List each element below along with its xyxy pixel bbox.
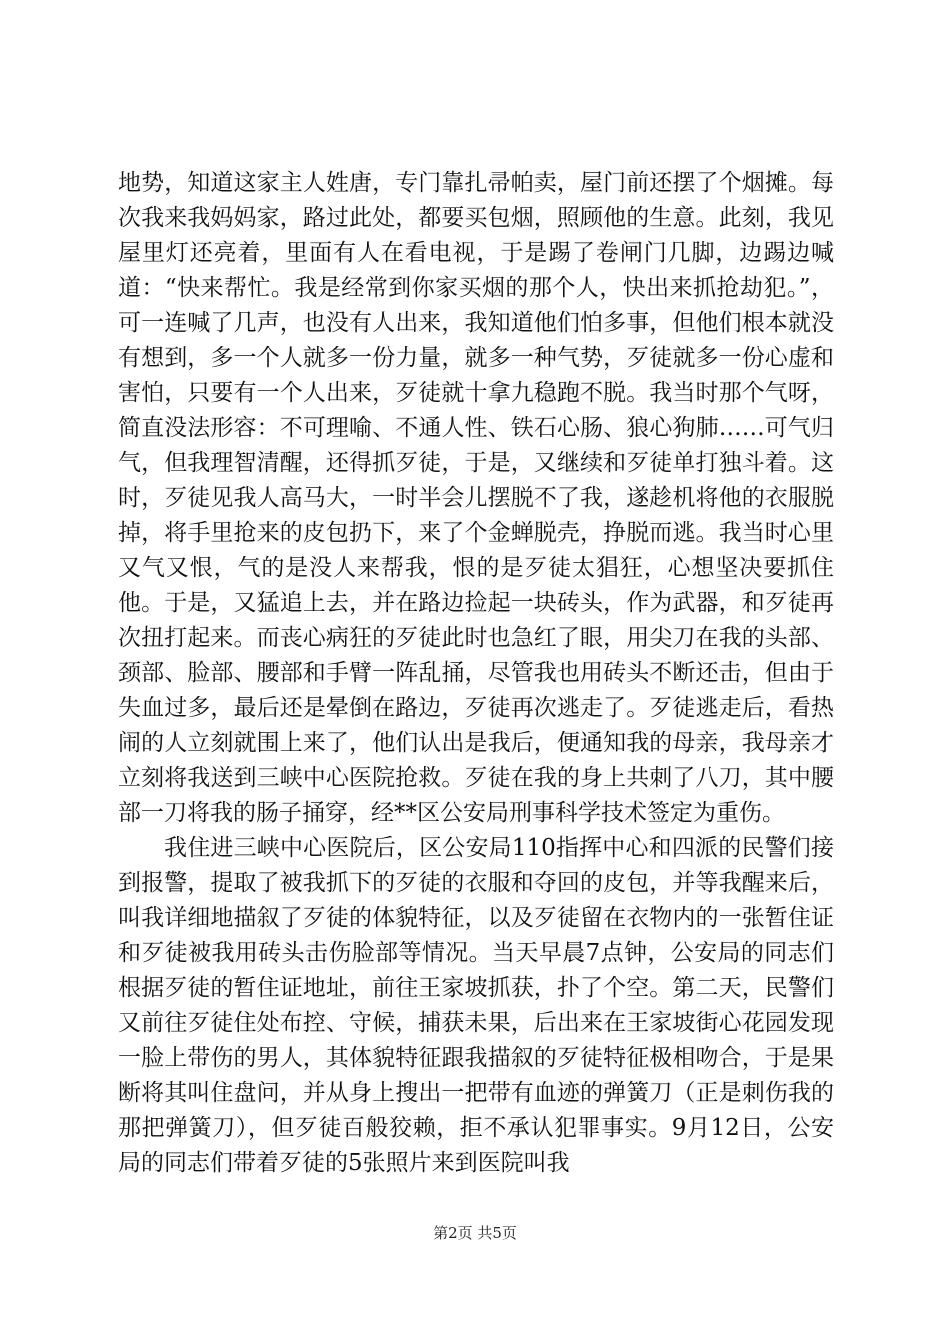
document-body [118, 166, 834, 1181]
page-number-footer: 第2页 共5页 [433, 1224, 517, 1242]
paragraph-2: 我住进三峡中心医院后，区公安局110指挥中心和四派的民警们接到报警，提取了被我抓下的歹徒的衣服和夺回的皮包，并等我醒来后，叫我详细地描叙了歹徒的体貌特征，以及歹徒留在衣物内的一张暂住证和歹徒被我用砖头击伤脸部等情况。当天早晨7点钟，公安局的同志们根据歹徒的暂住证地址，前往王家坡抓获，扑了个空。第二天，民警们又前往歹徒住处布控、守候，捕获未果，后出来在王家坡街心花园发现一脸上带伤的男人，其体貌特征跟我描叙的歹徒特征极相吻合，于是果断将其叫住盘问，并从身上搜出一把带有血迹的弹簧刀（正是刺伤我的那把弹簧刀），但歹徒百般狡赖，拒不承认犯罪事实。9月12日，公安局的同志们带着歹徒的5张照片来到医院叫我 [118, 835, 834, 1176]
paragraph-1: 地势，知道这家主人姓唐，专门靠扎帚帕卖，屋门前还摆了个烟摊。每次我来我妈妈家，路过此处，都要买包烟，照顾他的生意。此刻，我见屋里灯还亮着，里面有人在看电视，于是踢了卷闸门几脚，边踢边喊道：“快来帮忙。我是经常到你家买烟的那个人，快出来抓抢劫犯。”，可一连喊了几声，也没有人出来，我知道他们怕多事，但他们根本就没有想到，多一个人就多一份力量，就多一种气势，歹徒就多一份心虚和害怕，只要有一个人出来，歹徒就十拿九稳跑不脱。我当时那个气呀，简直没法形容：不可理喻、不通人性、铁石心肠、狼心狗肺……可气归气，但我理智清醒，还得抓歹徒，于是，又继续和歹徒单打独斗着。这时，歹徒见我人高马大，一时半会儿摆脱不了我，遂趁机将他的衣服脱掉，将手里抢来的皮包扔下，来了个金蝉脱壳，挣脱而逃。我当时心里又气又恨，气的是没人来帮我，恨的是歹徒太猖狂，心想坚决要抓住他。于是，又猛追上去，并在路边捡起一块砖头，作为武器，和歹徒再次扭打起来。而丧心病狂的歹徒此时也急红了眼，用尖刀在我的头部、颈部、脸部、腰部和手臂一阵乱捅，尽管我也用砖头不断还击，但由于失血过多，最后还是晕倒在路边，歹徒再次逃走了。歹徒逃走后，看热闹的人立刻就围上来了，他们认出是我后，便通知我的母亲，我母亲才立刻将我送到三峡中心医院抢救。歹徒在我的身上共刺了八刀，其中腰部一刀将我的肠子捅穿，经**区公安局刑事科学技术签定为重伤。 [118, 170, 834, 826]
